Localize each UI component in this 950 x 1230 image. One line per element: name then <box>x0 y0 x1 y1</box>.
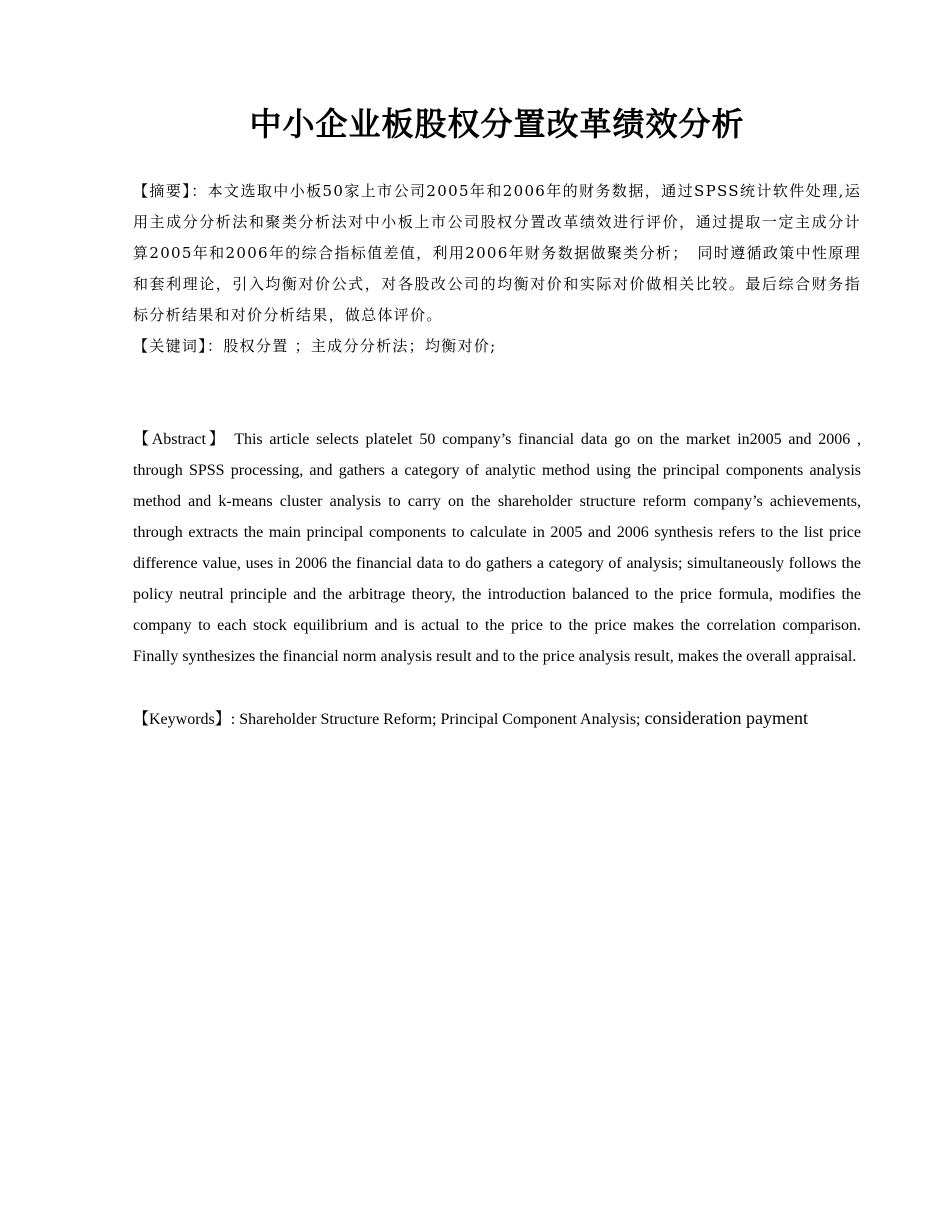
document-title: 中小企业板股权分置改革绩效分析 <box>249 105 745 143</box>
chinese-keywords-text: ：股权分置 ；主成分分析法；均衡对价; <box>207 337 497 355</box>
chinese-abstract-text: ：本文选取中小板50家上市公司2005年和2006年的财务数据，通过SPSS统计软件处理,运用主成分分析法和聚类分析法对中小板上市公司股权分置改革绩效进行评价，通过提取一定主成分计算2005年和2006年的综合指标值差值，利用2006年财务数据做聚类分析； 同时遵循政策中性原理和套利理论，引入均衡对价公式，对各股改公司的均衡对价和实际对价做相关比较。最后综合财务指标分析结果和对价分析结果，做总体评价。 <box>133 182 862 324</box>
english-abstract <box>133 424 861 672</box>
english-abstract-text: This article selects platelet 50 company’s financial data go on the market in2005 and 2006 , through SPSS processing, and gathers a category of analytic method using the principal components analysis method and k-means cluster analysis to carry on the shareholder structure reform company’s achievements, through extracts the main principal components to calculate in 2005 and 2006 synthesis refers to the list price difference value, uses in 2006 the financial data to do gathers a category of analysis; simultaneously follows the policy neutral principle and the arbitrage theory, the introduction balanced to the price formula, modifies the company to each stock equilibrium and is actual to the price to the price makes the correlation comparison. Finally synthesizes the financial norm analysis result and to the price analysis result, makes the overall appraisal. <box>133 431 861 665</box>
chinese-keywords <box>133 331 861 362</box>
english-keywords-label: 【Keywords】 <box>133 711 231 728</box>
chinese-abstract <box>133 176 861 331</box>
english-abstract-label: 【Abstract】 <box>133 431 228 448</box>
chinese-keywords-label: 【关键词】 <box>133 337 208 355</box>
english-keywords-text: : Shareholder Structure Reform; Principal Component Analysis; <box>230 711 645 728</box>
english-keywords <box>133 703 861 735</box>
english-keywords-last-term: consideration payment <box>644 708 808 728</box>
chinese-abstract-label: 【摘要】 <box>133 182 192 200</box>
